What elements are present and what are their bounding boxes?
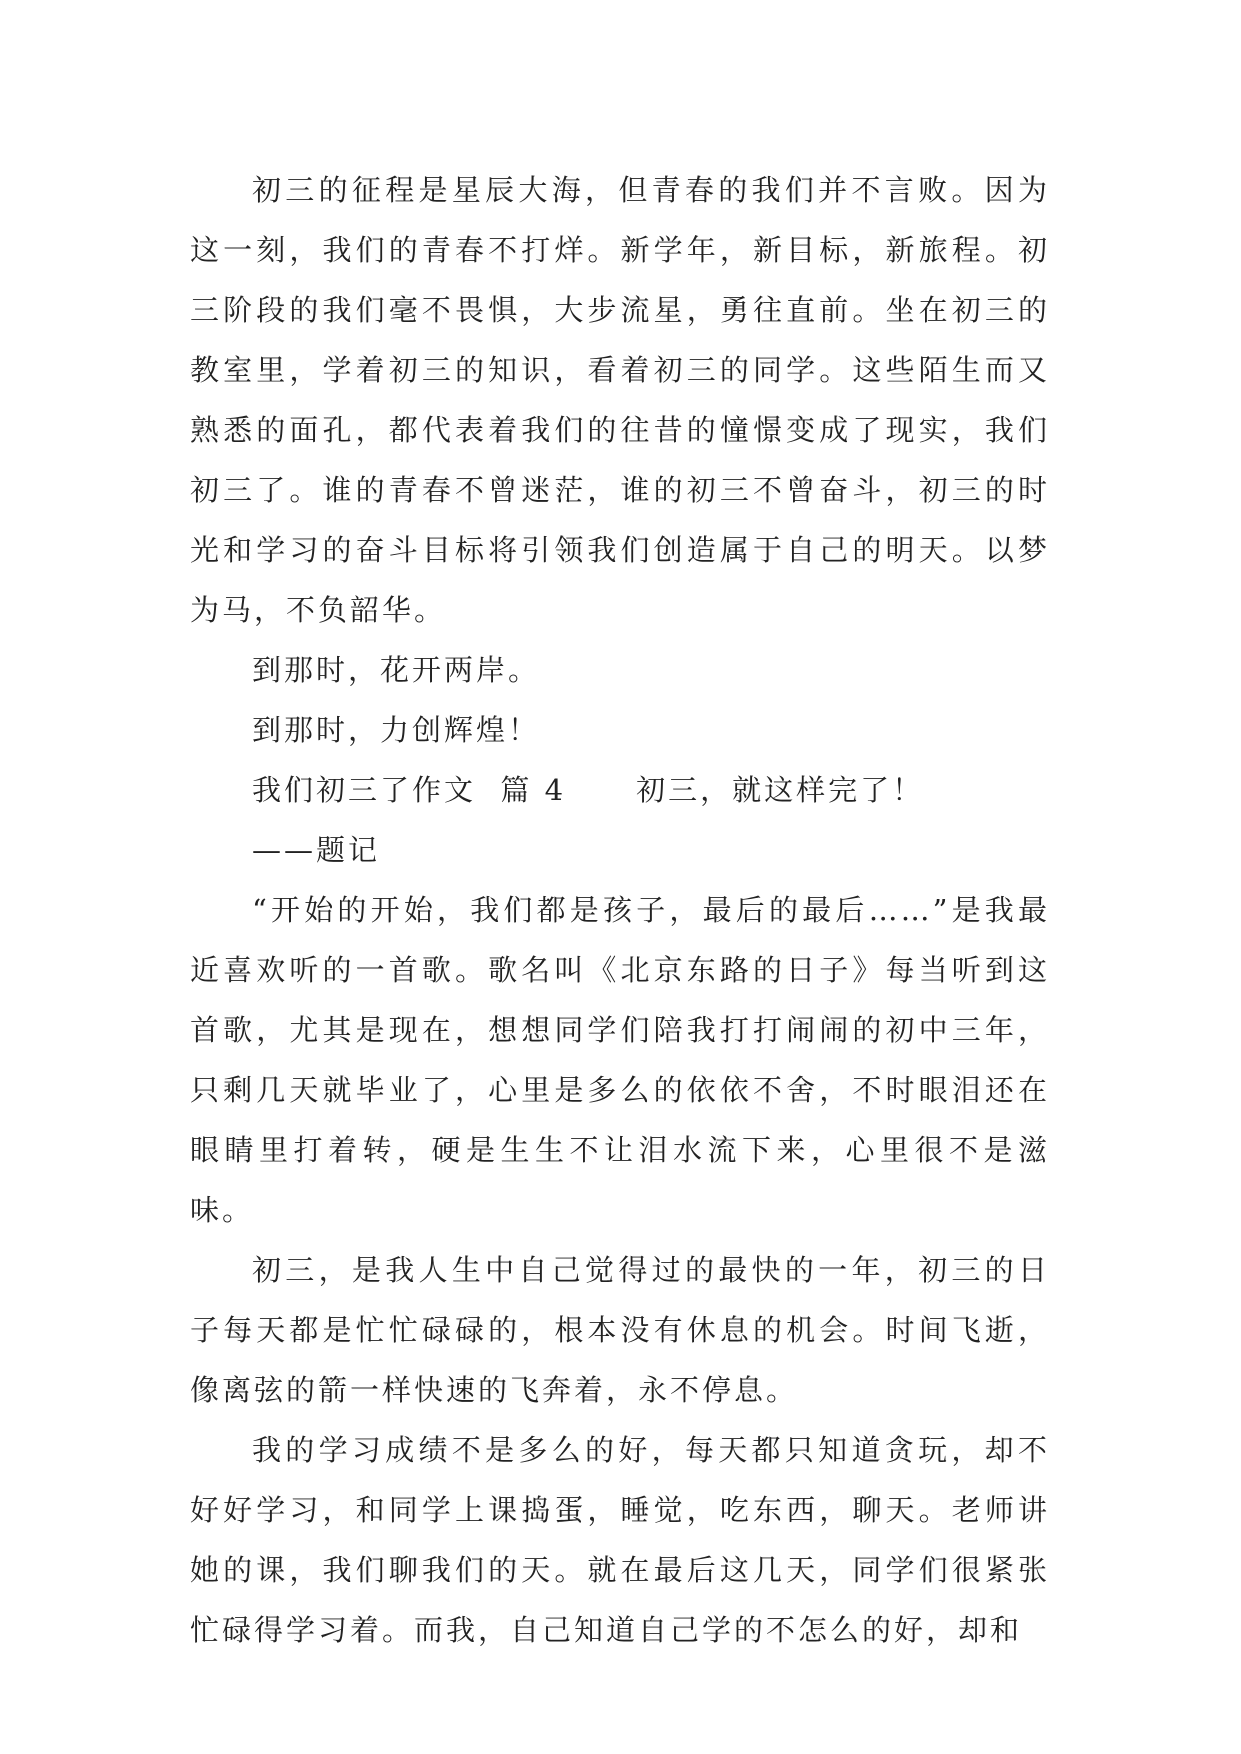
epigraph-note: ——题记 xyxy=(252,833,381,867)
body-paragraph-2: 初三，是我人生中自己觉得过的最快的一年，初三的日子每天都是忙忙碌碌的，根本没有休息的机会。时间飞逝，像离弦的箭一样快速的飞奔着，永不停息。 xyxy=(190,1253,1050,1407)
body-paragraph-1: “开始的开始，我们都是孩子，最后的最后……”是我最近喜欢听的一首歌。歌名叫《北京东路的日子》每当听到这首歌，尤其是现在，想想同学们陪我打打闹闹的初中三年，只剩几天就毕业了，心里是多么的依依不舍，不时眼泪还在眼睛里打着转，硬是生生不让泪水流下来，心里很不是滋味。 xyxy=(190,893,1050,1227)
paragraph-3: 到那时，力创辉煌！ xyxy=(252,713,541,747)
body-paragraph-3: 我的学习成绩不是多么的好，每天都只知道贪玩，却不好好学习，和同学上课捣蛋，睡觉，吃东西，聊天。老师讲她的课，我们聊我们的天。就在最后这几天，同学们很紧张忙碌得学习着。而我，自己知道自己学的不怎么的好，却和 xyxy=(190,1433,1050,1647)
paragraph-1: 初三的征程是星辰大海，但青春的我们并不言败。因为这一刻，我们的青春不打烊。新学年，新目标，新旅程。初三阶段的我们毫不畏惧，大步流星，勇往直前。坐在初三的教室里，学着初三的知识，看着初三的同学。这些陌生而又熟悉的面孔，都代表着我们的往昔的憧憬变成了现实，我们初三了。谁的青春不曾迷茫，谁的初三不曾奋斗，初三的时光和学习的奋斗目标将引领我们创造属于自己的明天。以梦为马，不负韶华。 xyxy=(190,173,1050,627)
paragraph-2: 到那时，花开两岸。 xyxy=(252,653,541,687)
section-title: 我们初三了作文 篇 4 xyxy=(252,773,567,807)
section-heading xyxy=(190,760,1050,820)
section-epigraph: 初三，就这样完了！ xyxy=(636,773,925,807)
document-page xyxy=(190,160,1050,1660)
